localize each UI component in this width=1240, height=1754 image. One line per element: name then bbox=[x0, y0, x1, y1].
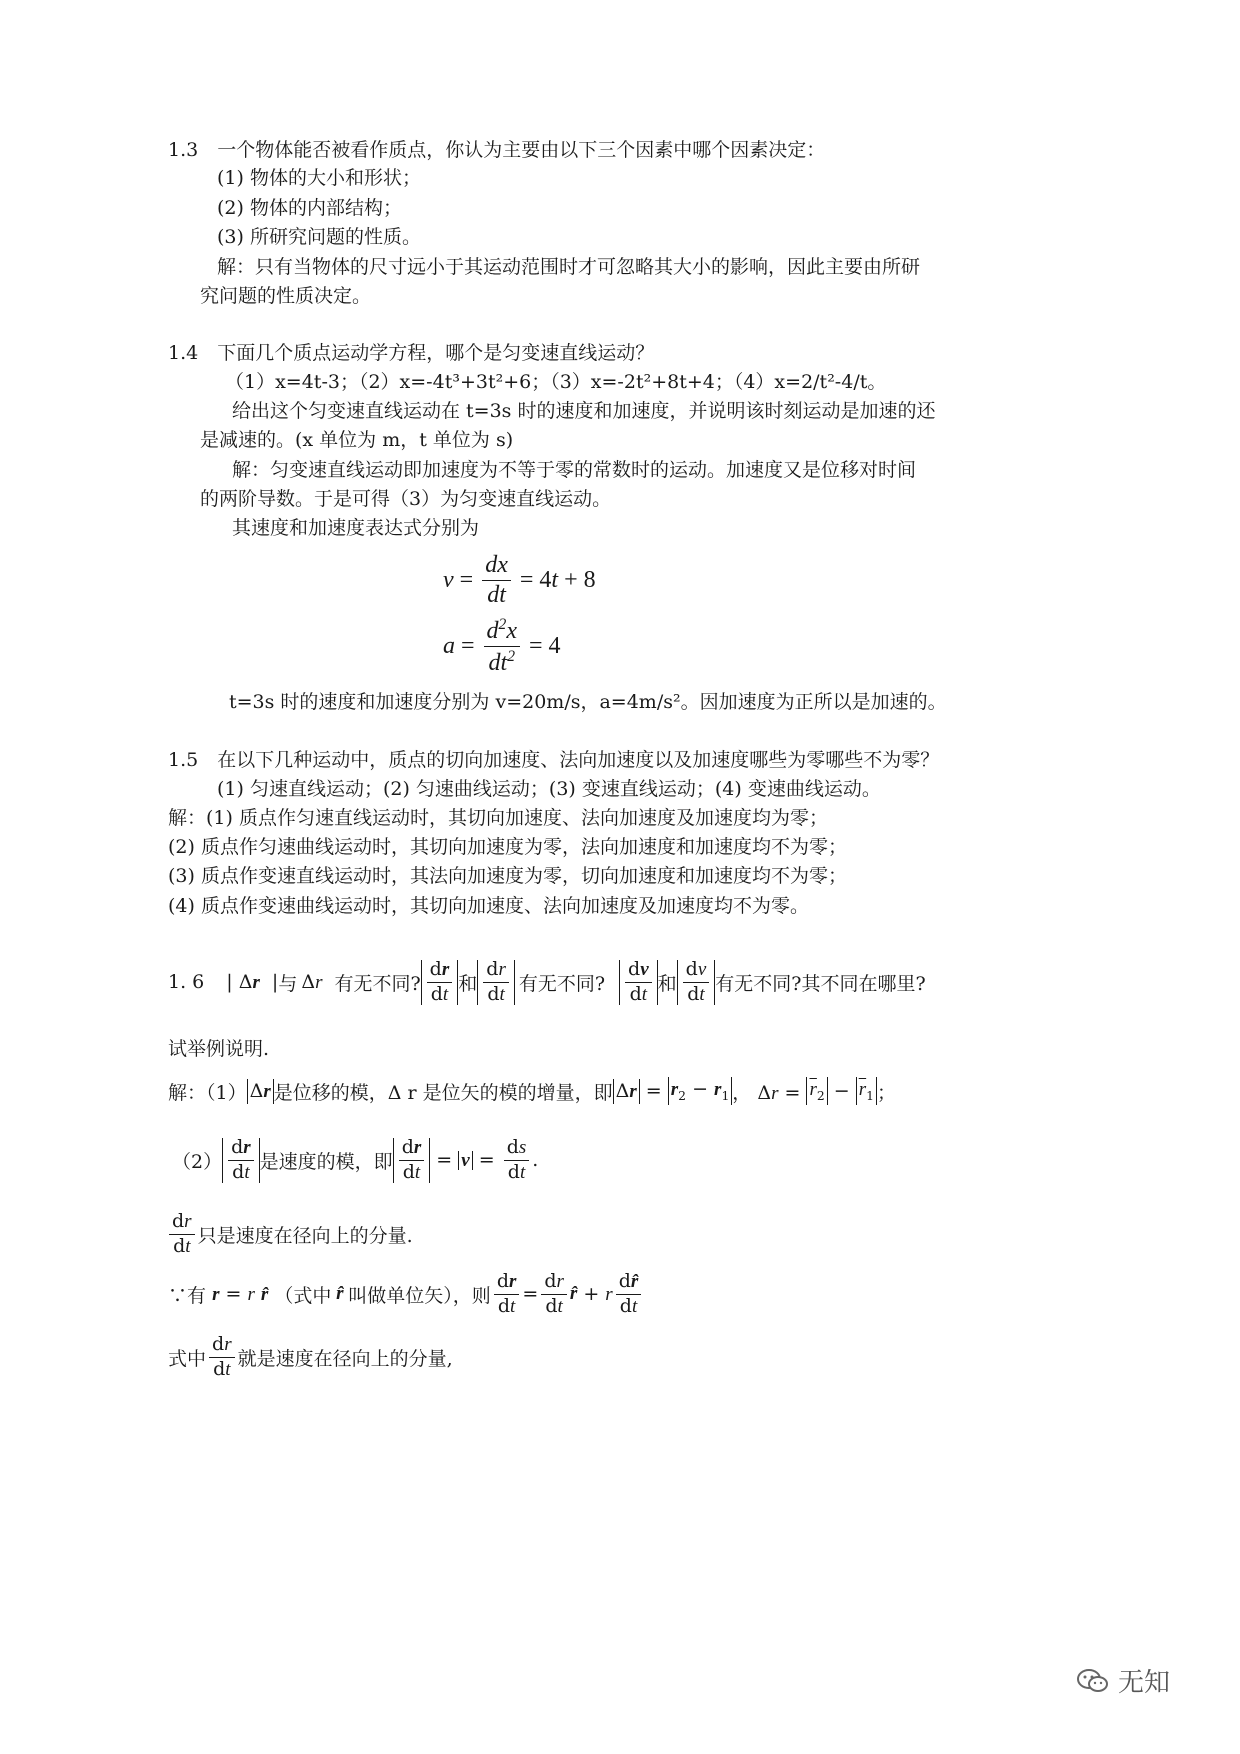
q15-answer-2: (2) 质点作匀速曲线运动时，其切向加速度为零，法向加速度和加速度均不为零； bbox=[168, 836, 847, 858]
q16-step-4-paren: （式中 bbox=[274, 1284, 332, 1307]
q16-title: 1. 6 | Δr | 与 Δr 有无不同? $\frac{dr}{dt}$ 和 $\frac{dr}{dt}$ 有无不同? $\frac{dv}{dt}$ 和 $\frac{dv}{dt}$ 有无不同?其不同在哪里? bbox=[168, 958, 926, 1005]
q14-answer-line-1: 解：匀变速直线运动即加速度为不等于零的常数时的运动。加速度又是位移对时间 bbox=[232, 459, 917, 481]
watermark bbox=[1076, 1662, 1170, 1699]
q16-step-3-text: 只是速度在径向上的分量. bbox=[197, 1224, 413, 1247]
q16-step-5: 式中 $\frac{dr}{dt}$ 就是速度在径向上的分量, bbox=[168, 1333, 453, 1380]
q14-question-line-1: 给出这个匀变速直线运动在 t=3s 时的速度和加速度，并说明该时刻运动是加速的还 bbox=[232, 400, 936, 422]
q14-result: t=3s 时的速度和加速度分别为 v=20m/s，a=4m/s²。因加速度为正所以是加速的。 bbox=[229, 691, 947, 713]
q16-different-2: 有无不同? bbox=[518, 972, 606, 995]
q16-step-1: 解：（1） Δr 是位移的模，Δ r 是位矢的模的增量，即 Δr = $r_2 - r_1$ ， Δr = $\overline{r}_2$ − $\overline{r}_1$ ； bbox=[168, 1078, 897, 1104]
q16-with: 与 bbox=[278, 972, 298, 995]
q14-equations: （1）x=4t-3；（2）x=-4t³+3t²+6；（3）x=-2t²+8t+4；（4）x=2/t²-4/t。 bbox=[225, 371, 887, 393]
q16-step-2-text: 是速度的模，即 bbox=[259, 1150, 393, 1173]
acceleration-equation: a = $\frac{d^2x}{dt^2}$ = 4 bbox=[443, 616, 561, 677]
wechat-icon bbox=[1076, 1667, 1110, 1695]
q16-number: 1. 6 bbox=[168, 971, 205, 994]
q16-step-1-label: 解：（1） bbox=[168, 1081, 247, 1104]
q15-answer-4: (4) 质点作变速曲线运动时，其切向加速度、法向加速度及加速度均不为零。 bbox=[168, 895, 809, 917]
q14-answer-line-2: 的两阶导数。于是可得（3）为匀变速直线运动。 bbox=[200, 488, 612, 510]
q13-option-3: (3) 所研究问题的性质。 bbox=[217, 226, 421, 248]
q16-step-2: （2） $\frac{dr}{dt}$ 是速度的模，即 $\frac{dr}{dt}$ = v = $\frac{ds}{dt}$ . bbox=[172, 1136, 539, 1183]
q16-step-4-because: ∵有 bbox=[168, 1284, 207, 1307]
q16-step-5-prefix: 式中 bbox=[168, 1347, 207, 1370]
q16-and-2: 和 bbox=[657, 972, 677, 995]
q14-title: 1.4 下面几个质点运动学方程，哪个是匀变速直线运动？ bbox=[168, 342, 655, 364]
q16-different-1: 有无不同? bbox=[334, 972, 421, 995]
q14-question-line-2: 是减速的。(x 单位为 m，t 单位为 s) bbox=[200, 429, 514, 451]
q15-answer-1: 解：(1) 质点作匀速直线运动时，其切向加速度、法向加速度及加速度均为零； bbox=[168, 807, 828, 829]
q13-option-1: (1) 物体的大小和形状； bbox=[217, 167, 421, 189]
q16-step-3: $\frac{dr}{dt}$ 只是速度在径向上的分量. bbox=[166, 1212, 413, 1257]
q16-step-4: ∵有 r = r r̂ （式中 r̂ 叫做单位矢），则 $\frac{dr}{dt}$ = $\frac{dr}{dt}$ r̂ + r $\frac{dr̂}{dt}$ bbox=[168, 1272, 644, 1317]
q15-options: (1) 匀速直线运动；(2) 匀速曲线运动；(3) 变速直线运动；(4) 变速曲线运动。 bbox=[217, 778, 881, 800]
q16-and-1: 和 bbox=[458, 972, 478, 995]
q16-step-1-text: 是位移的模，Δ r 是位矢的模的增量，即 bbox=[273, 1081, 613, 1104]
velocity-equation: v = $\frac{dx}{dt}$ = 4 t + 8 bbox=[443, 552, 596, 609]
q16-example: 试举例说明. bbox=[168, 1038, 270, 1060]
q13-answer-line-2: 究问题的性质决定。 bbox=[200, 285, 372, 307]
q13-option-2: (2) 物体的内部结构； bbox=[217, 197, 402, 219]
q13-answer-line-1: 解：只有当物体的尺寸远小于其运动范围时才可忽略其大小的影响，因此主要由所研 bbox=[217, 256, 921, 278]
q16-different-3: 有无不同?其不同在哪里? bbox=[715, 972, 926, 995]
q16-step-4-text: 叫做单位矢），则 bbox=[348, 1284, 491, 1307]
watermark-text: 无知 bbox=[1117, 1668, 1170, 1698]
q15-title: 1.5 在以下几种运动中，质点的切向加速度、法向加速度以及加速度哪些为零哪些不为零？ bbox=[168, 749, 940, 771]
q16-step-5-text: 就是速度在径向上的分量, bbox=[237, 1347, 453, 1370]
q15-answer-3: (3) 质点作变速直线运动时，其法向加速度为零，切向加速度和加速度均不为零； bbox=[168, 865, 847, 887]
q16-step-2-label: （2） bbox=[172, 1150, 223, 1173]
q14-answer-line-3: 其速度和加速度表达式分别为 bbox=[232, 517, 480, 539]
q13-title: 1.3 一个物体能否被看作质点，你认为主要由以下三个因素中哪个因素决定： bbox=[168, 139, 826, 161]
